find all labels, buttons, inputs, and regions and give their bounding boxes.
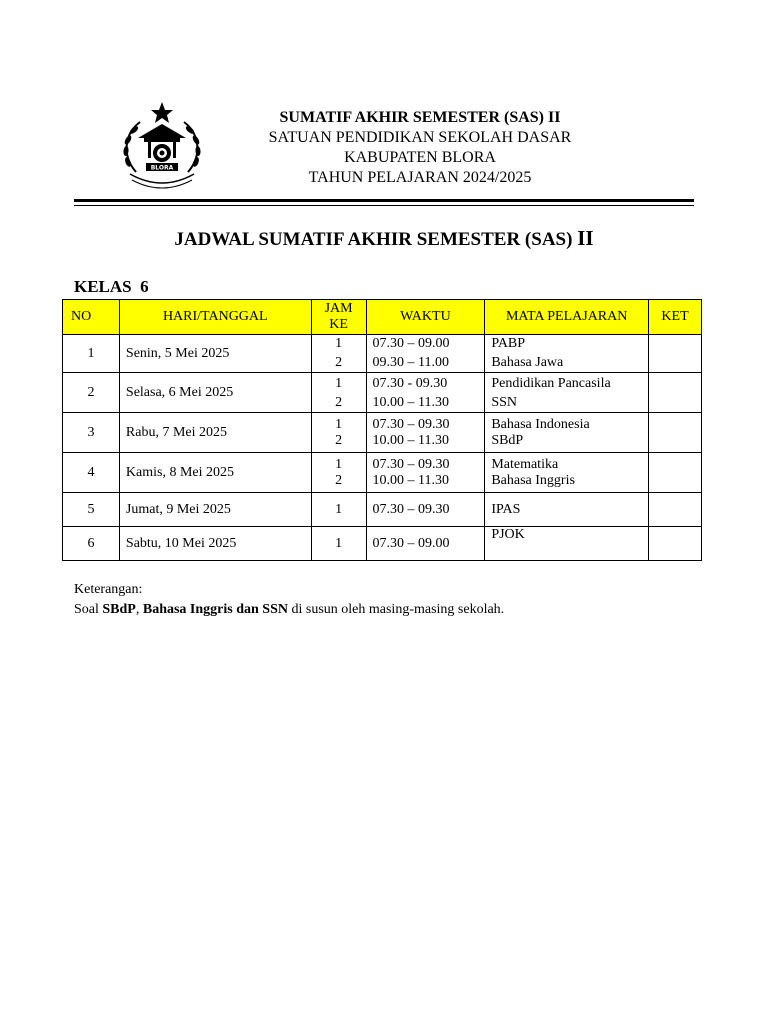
note-bold-subjects: Bahasa Inggris dan SSN [142,602,288,617]
cell-jam [311,453,366,493]
cell-waktu [366,335,485,373]
col-header-jam-line2: KE [329,317,348,332]
cell-jam-2: 2 [335,472,343,488]
header-year: TAHUN PELAJARAN 2024/2025 [308,169,532,186]
cell-no: 5 [63,493,120,527]
cell-mapel [485,373,649,413]
cell-mapel-2: Bahasa Jawa [491,355,564,370]
class-label: KELAS 6 [74,277,149,296]
page-title-suffix: II [577,226,594,250]
table-header-row [63,300,702,335]
col-header-hari: HARI/TANGGAL [119,300,311,335]
cell-jam: 1 [311,493,366,527]
col-header-mapel: MATA PELAJARAN [485,300,649,335]
cell-waktu-2: 10.00 – 11.30 [372,472,450,488]
cell-mapel: IPAS [485,493,649,527]
col-header-jam-line1: JAM [324,301,353,316]
cell-waktu-2: 09.30 – 11.00 [372,355,450,370]
cell-waktu-1: 07.30 - 09.30 [372,375,448,391]
svg-text:BLORA: BLORA [150,164,174,172]
cell-no: 2 [63,373,120,413]
table-row [63,453,702,493]
cell-mapel [485,413,649,453]
cell-mapel-1: PABP [491,336,526,351]
page-title-main: JADWAL SUMATIF AKHIR SEMESTER (SAS) [174,229,573,250]
regency-seal-logo [116,100,208,190]
cell-ket [649,453,702,493]
document-header [230,108,610,188]
header-regency: KABUPATEN BLORA [344,149,496,166]
cell-waktu-2: 10.00 – 11.30 [372,432,450,448]
header-title: SUMATIF AKHIR SEMESTER (SAS) II [279,109,561,126]
cell-jam-1: 1 [335,416,343,432]
cell-jam [311,335,366,373]
cell-mapel-1: Matematika [491,456,559,472]
note-label: Keterangan: [74,582,143,597]
col-header-no: NO [63,300,120,335]
cell-waktu [366,413,485,453]
cell-waktu: 07.30 – 09.00 [366,527,485,561]
cell-waktu [366,373,485,413]
col-header-ket: KET [649,300,702,335]
cell-waktu-1: 07.30 – 09.30 [372,416,450,432]
table-row [63,493,702,527]
cell-mapel-2: SBdP [491,432,524,448]
note-bold-sbdp: SBdP [102,602,136,617]
table-row [63,335,702,373]
cell-waktu [366,453,485,493]
table-row [63,373,702,413]
cell-jam [311,413,366,453]
cell-jam-1: 1 [335,375,343,391]
cell-ket [649,335,702,373]
cell-ket [649,373,702,413]
cell-ket [649,493,702,527]
cell-mapel-1: Pendidikan Pancasila [491,375,611,391]
cell-hari: Kamis, 8 Mei 2025 [119,453,311,493]
note-text [74,600,504,620]
header-divider-thin [74,205,694,206]
cell-waktu-1: 07.30 – 09.00 [372,336,450,351]
cell-hari: Sabtu, 10 Mei 2025 [119,527,311,561]
cell-ket [649,527,702,561]
cell-hari: Rabu, 7 Mei 2025 [119,413,311,453]
cell-no: 3 [63,413,120,453]
cell-no: 4 [63,453,120,493]
table-row [63,527,702,561]
cell-jam-1: 1 [335,336,343,351]
schedule-table [62,299,702,561]
cell-mapel-2: SSN [491,394,517,410]
cell-mapel-2: Bahasa Inggris [491,472,575,488]
header-school: SATUAN PENDIDIKAN SEKOLAH DASAR [268,129,572,146]
cell-mapel-1: Bahasa Indonesia [491,416,590,432]
cell-jam-2: 2 [335,355,343,370]
note-section [74,580,504,620]
col-header-waktu: WAKTU [366,300,485,335]
cell-jam [311,373,366,413]
note-sep: , [135,602,143,617]
cell-mapel [485,335,649,373]
cell-waktu-1: 07.30 – 09.30 [372,456,450,472]
cell-waktu-2: 10.00 – 11.30 [372,394,450,410]
cell-no: 6 [63,527,120,561]
star-icon [151,102,173,123]
cell-no: 1 [63,335,120,373]
cell-hari: Senin, 5 Mei 2025 [119,335,311,373]
cell-ket [649,413,702,453]
header-divider-thick [74,199,694,202]
cell-mapel: PJOK [485,527,649,561]
cell-jam: 1 [311,527,366,561]
cell-hari: Jumat, 9 Mei 2025 [119,493,311,527]
cell-hari: Selasa, 6 Mei 2025 [119,373,311,413]
cell-jam-2: 2 [335,432,343,448]
cell-waktu: 07.30 – 09.30 [366,493,485,527]
page-title [74,226,694,251]
table-row [63,413,702,453]
cell-jam-2: 2 [335,394,343,410]
col-header-jam [311,300,366,335]
note-suffix: di susun oleh masing-masing sekolah. [287,602,505,617]
cell-mapel [485,453,649,493]
note-prefix: Soal [74,602,103,617]
cell-jam-1: 1 [335,456,343,472]
